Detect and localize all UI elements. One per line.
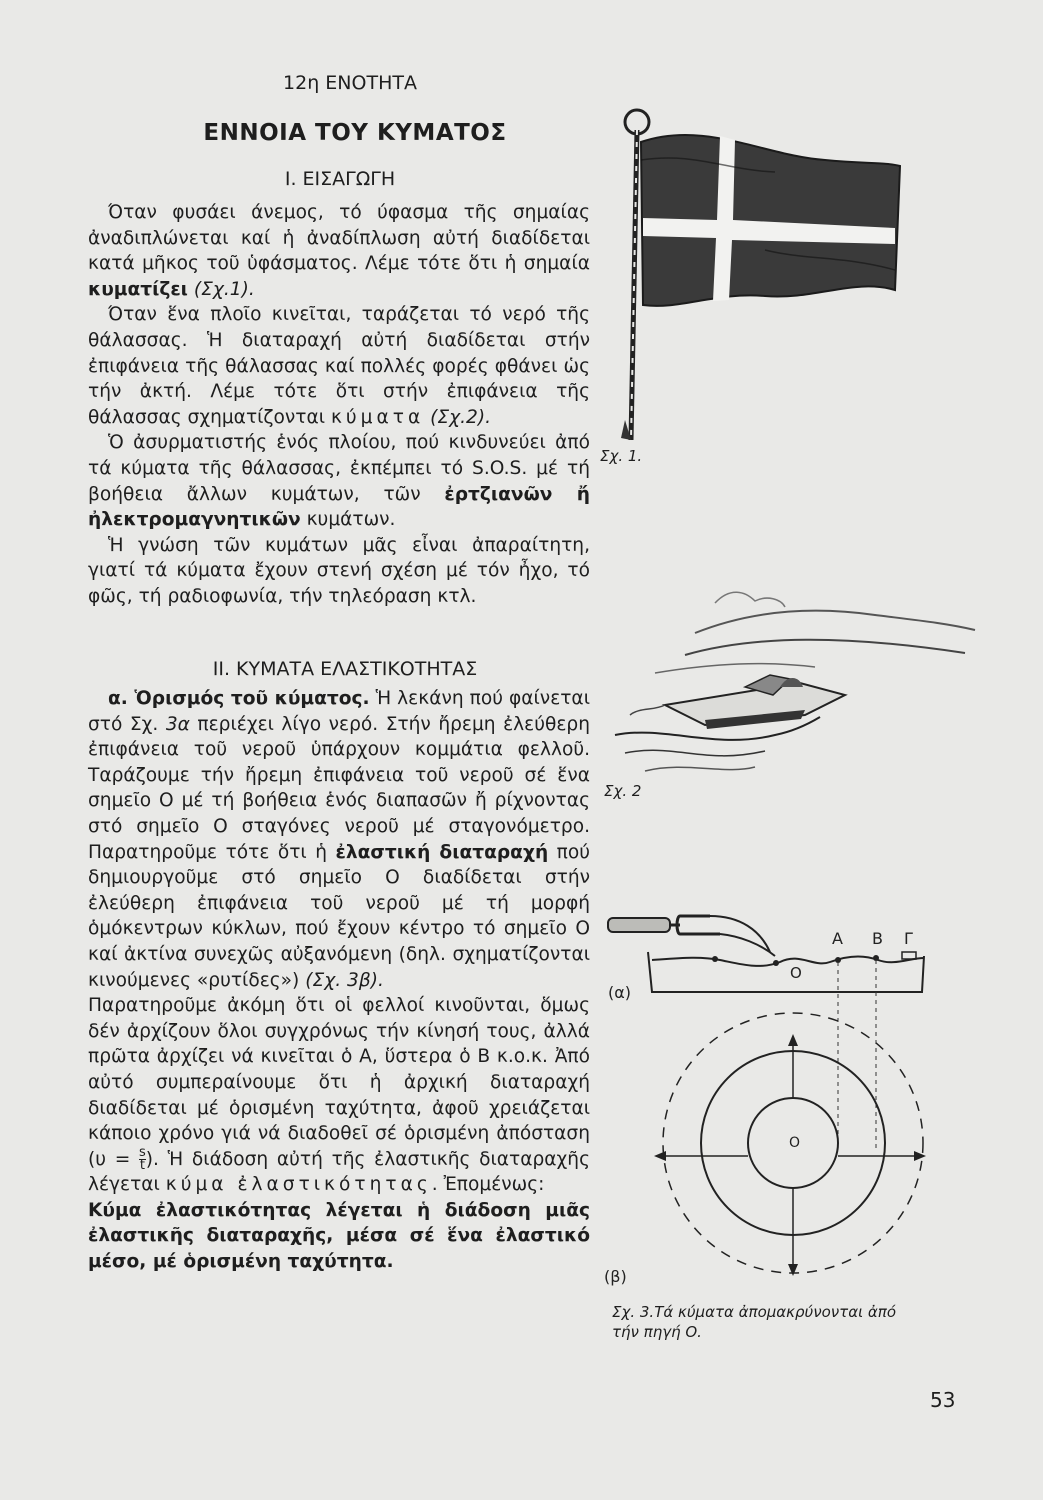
fraction-s-over-t: $\frac{s}{t}$ (139, 1144, 146, 1173)
label-o-top: Ο (790, 964, 802, 982)
chapter-title: ΕΝΝΟΙΑ ΤΟΥ ΚΥΜΑΤΟΣ (203, 120, 507, 146)
label-alpha: (α) (608, 983, 632, 1002)
label-beta: (β) (604, 1267, 627, 1286)
label-o-center: Ο (789, 1135, 801, 1151)
paragraph-importance: Ἡ γνώση τῶν κυμάτων μᾶς εἶναι ἀπαραίτητη, γιατί τά κύματα ἔχουν στενή σχέση μέ τόν ἦχο, τό φῶς, τή ραδιοφωνία, τήν τηλεόραση κτλ. (88, 534, 590, 607)
unit-heading: 12η ΕΝΟΤΗΤΑ (283, 72, 417, 94)
figure-3-caption-line1: Σχ. 3.Τά κύματα ἀπομακρύνονται ἀπό (612, 1303, 897, 1321)
elastic-text (88, 686, 590, 1275)
label-g: Γ (904, 929, 913, 948)
paragraph-definition-setup: α. Ὁρισμός τοῦ κύματος. Ἡ λεκάνη πού φαίνεται στό Σχ. 3α περιέχει λίγο νερό. Στήν ἤρεμη ἐλεύθερη ἐπιφάνεια τοῦ νεροῦ ὑπάρχουν κομμάτια φελλοῦ. Ταράζουμε τήν ἤρεμη ἐπιφάνεια τοῦ νεροῦ σέ ἕνα σημεῖο Ο μέ τή βοήθεια ἑνός διαπασῶν ἤ ρίχνοντας στό σημεῖο Ο σταγόνες νεροῦ μέ σταγονόμετρο. Παρατηροῦμε τότε ὅτι ἡ ἐλαστική διαταραχή πού δημιουργοῦμε στό σημεῖο Ο διαδίδεται στήν ἐλεύθερη ἐπιφάνεια τοῦ νεροῦ μέ τή μορφή ὁμόκεντρων κύκλων, πού ἔχουν κέντρο τό σημεῖο Ο καί ἀκτίνα συνεχῶς αὐξανόμενη (δηλ. σχηματίζονται κινούμενες «ρυτίδες») (Σχ. 3β). (88, 688, 590, 991)
cork (773, 960, 779, 966)
wave-diagram (600, 900, 940, 1300)
figure-1-caption: Σχ. 1. (600, 447, 643, 465)
label-b: Β (872, 929, 883, 948)
flag-figure (595, 100, 915, 460)
cork-g (902, 952, 916, 959)
section-heading-intro: Ι. ΕΙΣΑΓΩΓΗ (284, 168, 396, 190)
intro-text (88, 200, 590, 610)
cork (712, 956, 718, 962)
wave-definition: Κύμα ἐλαστικότητας λέγεται ἡ διάδοση μιᾶς ἐλαστικῆς διαταραχῆς, μέσα σέ ἕνα ἐλαστικό μέσο, μέ ὁρισμένη ταχύτητα. (88, 1199, 590, 1273)
boat-figure (595, 575, 985, 790)
paragraph-radio: Ὁ ἀσυρματιστής ἑνός πλοίου, πού κινδυνεύει ἀπό τά κύματα τῆς θάλασσας, ἐκπέμπει τό S.O.S. μέ τή βοήθεια ἄλλων κυμάτων, τῶν ἐρτζιανῶν ἤ ἠλεκτρομαγνητικῶν κυμάτων. (88, 432, 590, 531)
label-a: Α (832, 929, 843, 948)
paragraph-speed: Παρατηροῦμε ἀκόμη ὅτι οἱ φελλοί κινοῦνται, ὅμως δέν ἀρχίζουν ὅλοι συγχρόνως τήν κίνησή τους, ἀλλά πρῶτα ἀρχίζει νά κινεῖται ὁ Α, ὕστερα ὁ Β κ.ο.κ. Ἀπό αὐτό συμπεραίνουμε ὅτι ἡ ἀρχική διαταραχή διαδίδεται μέ ὁρισμένη ταχύτητα, ἀφοῦ χρειάζεται κάποιο χρόνο γιά νά διαδοθεῖ σέ ὁρισμένη ἀπόσταση (υ = $\frac{s}{t}$ ). Ἡ διάδοση αὐτή τῆς ἐλαστικῆς διαταραχῆς λέγεται κύμα ἐλαστικότητας. Ἐπομένως: (88, 995, 590, 1196)
page-number: 53 (930, 1388, 956, 1412)
paragraph-flag: Όταν φυσάει άνεμος, τό ύφασμα τῆς σημαίας ἀναδιπλώνεται καί ἡ ἀναδίπλωση αὐτή διαδίδεται κατά μῆκος τοῦ ὑφάσματος. Λέμε τότε ὅτι ἡ σημαία κυματίζει (Σχ.1). (88, 202, 590, 300)
paragraph-ship: Όταν ἕνα πλοῖο κινεῖται, ταράζεται τό νερό τῆς θάλασσας. Ἡ διαταραχή αὐτή διαδίδεται στήν ἐπιφάνεια τῆς θάλασσας καί πολλές φορές φθάνει ὡς τήν ἀκτή. Λέμε τότε ὅτι στήν ἐπιφάνεια τῆς θάλασσας σχηματίζονται κύματα (Σχ.2). (88, 304, 590, 428)
section-heading-elastic: ΙΙ. ΚΥΜΑΤΑ ΕΛΑΣΤΙΚΟΤΗΤΑΣ (212, 658, 478, 680)
figure-3-caption-line2: τήν πηγή Ο. (612, 1323, 702, 1341)
figure-2-caption: Σχ. 2 (604, 782, 642, 800)
